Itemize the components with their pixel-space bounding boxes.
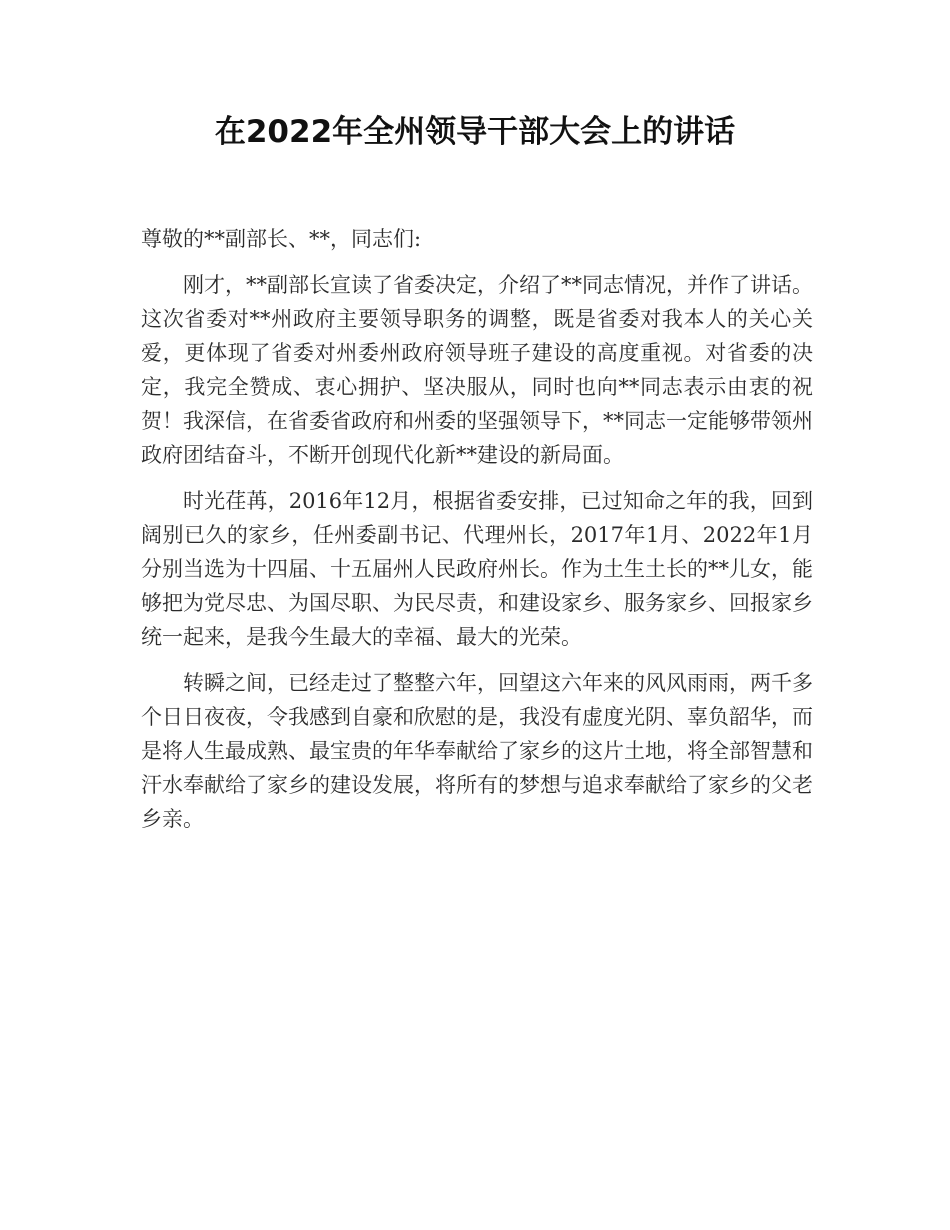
salutation: 尊敬的**副部长、**，同志们: — [141, 227, 422, 251]
paragraph-3: 转瞬之间，已经走过了整整六年，回望这六年来的风风雨雨，两千多个日日夜夜，令我感到自豪和欣慰的是，我没有虚度光阴、辜负韶华，而是将人生最成熟、最宝贵的年华奉献给了家乡的这片土地，将全部智慧和汗水奉献给了家乡的建设发展，将所有的梦想与追求奉献给了家乡的父老乡亲。 — [141, 671, 813, 831]
document-body — [141, 222, 813, 848]
paragraph-1: 刚才，**副部长宣读了省委决定，介绍了**同志情况，并作了讲话。这次省委对**州政府主要领导职务的调整，既是省委对我本人的关心关爱，更体现了省委对州委州政府领导班子建设的高度重视。对省委的决定，我完全赞成、衷心拥护、坚决服从，同时也向**同志表示由衷的祝贺！我深信，在省委省政府和州委的坚强领导下，**同志一定能够带领州政府团结奋斗，不断开创现代化新**建设的新局面。 — [141, 273, 813, 467]
document-title: 在2022年全州领导干部大会上的讲话 — [214, 114, 736, 150]
paragraph-2: 时光荏苒，2016年12月，根据省委安排，已过知命之年的我，回到阔别已久的家乡，任州委副书记、代理州长，2017年1月、2022年1月分别当选为十四届、十五届州人民政府州长。作为土生土长的**儿女，能够把为党尽忠、为国尽职、为民尽责，和建设家乡、服务家乡、回报家乡统一起来，是我今生最大的幸福、最大的光荣。 — [141, 489, 813, 649]
